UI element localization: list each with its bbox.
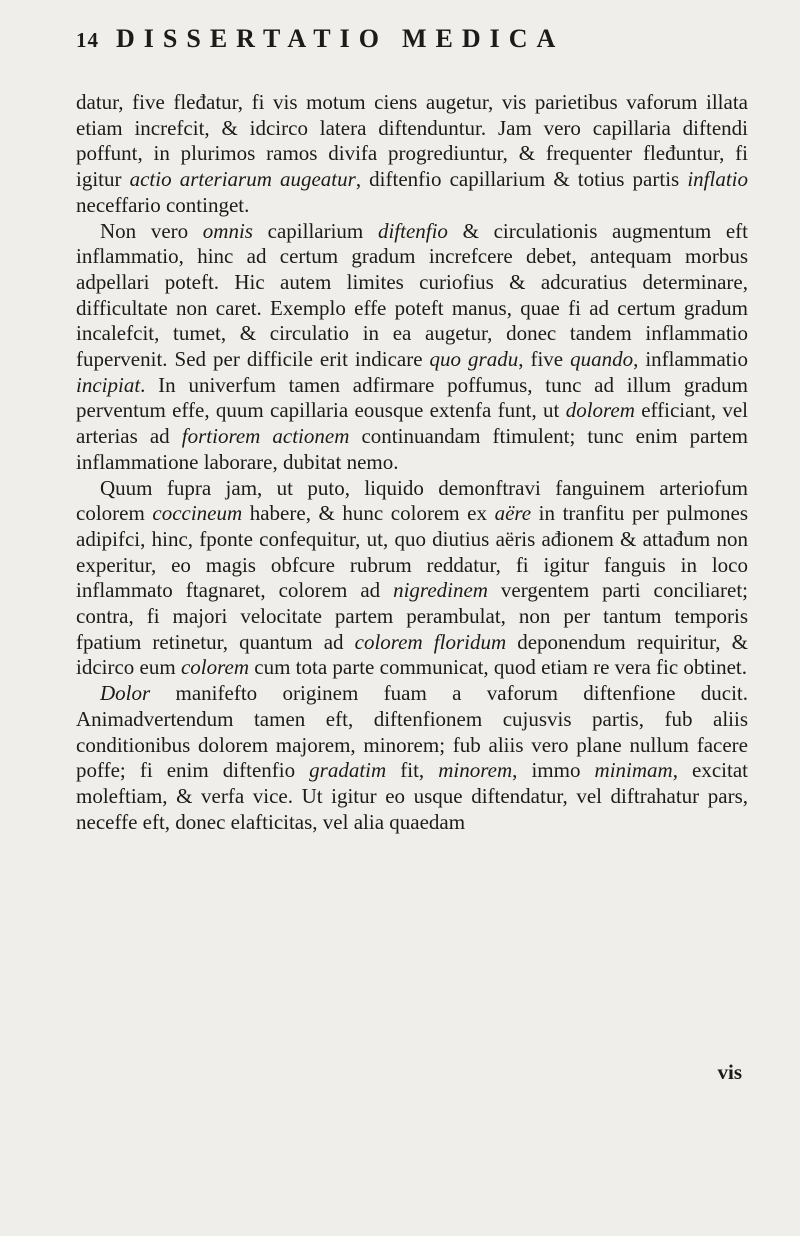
italic-run: Dolor	[100, 681, 151, 706]
running-header	[76, 20, 748, 60]
paragraph	[76, 476, 748, 682]
text-run: habere, & hunc colorem ex	[242, 501, 495, 526]
text-run: capillarium	[252, 218, 378, 243]
text-run: neceffario continget.	[76, 192, 250, 217]
text-run: deponendum requiritur, & idcirco eum	[76, 629, 748, 680]
italic-run: minimam	[594, 758, 673, 783]
italic-run: quando	[570, 347, 634, 372]
italic-run: minorem	[438, 758, 513, 783]
italic-run: quo gradu	[429, 347, 519, 372]
text-run: manifefto originem fuam a vaforum diftenfione ducit. Animadvertendum tamen eft, diftenfionem cujusvis partis, fub aliis conditionibus dolorem majorem, minorem; fub aliis vero plane nullum facere poffe; fi enim diftenfio	[76, 681, 748, 783]
paragraph	[76, 219, 748, 476]
running-title-left: DISSERTATIO	[116, 24, 388, 53]
italic-run: colorem floridum	[354, 629, 507, 654]
text-run: & circulationis augmentum eft inflammatio, hinc ad certum gradum increfcere debet, antequam morbus adpellari poteft. Hic autem limites curiofius & adcuratius determinare, difficultate non caret. Exemplo effe poteft manus, quae fi ad certum gradum incalefcit, tumet, & circulatio in ea augetur, donec tandem inflammatio fupervenit. Sed per difficile erit indicare	[76, 218, 748, 372]
text-run: , inflammatio	[633, 347, 748, 372]
text-run: continuandam ftimulent; tunc enim partem inflammatione laborare, dubitat nemo.	[76, 424, 748, 474]
italic-run: fortiorem actionem	[181, 424, 350, 449]
italic-run: inflatio	[687, 167, 748, 192]
text-run: efficiant, vel arterias ad	[76, 398, 748, 449]
italic-run: aëre	[494, 501, 532, 526]
text-run: . In univerfum tamen adfirmare poffumus, tunc ad illum gradum perventum effe, quum capillaria eousque extenfa funt, ut	[76, 372, 748, 423]
italic-run: actio arteriarum augeatur	[129, 167, 356, 192]
page-number: 14	[76, 28, 99, 52]
paragraph	[76, 90, 748, 219]
running-title-right: MEDICA	[401, 24, 565, 53]
italic-run: incipiat	[76, 372, 141, 397]
text-run: vergentem parti conciliaret; contra, fi majori velocitate partem perambulat, non per tantum temporis fpatium retinetur, quantum ad	[76, 578, 748, 654]
italic-run: colorem	[180, 655, 250, 680]
catchword: vis	[717, 1060, 742, 1084]
text-run: , immo	[512, 758, 595, 783]
paragraph	[76, 681, 748, 835]
italic-run: gradatim	[309, 758, 387, 783]
text-run: fit,	[386, 758, 439, 783]
text-run: in tranfitu per pulmones adipifci, hinc, fponte confequitur, ut, quo diutius aëris ađionem & attađum non experitur, eo magis obfcure rubrum reddatur, fi igitur fanguis in loco inflammato ftagnaret, colorem ad	[76, 501, 748, 603]
text-run: , five	[518, 347, 571, 372]
text-run: cum tota parte communicat, quod etiam re vera fic obtinet.	[249, 655, 747, 680]
body-text	[76, 90, 748, 835]
italic-run: coccineum	[152, 501, 243, 526]
italic-run: nigredinem	[393, 578, 488, 603]
text-run: , excitat moleftiam, & verfa vice. Ut igitur eo usque diftendatur, vel diftrahatur pars, neceffe eft, donec elafticitas, vel alia quaedam	[76, 758, 749, 834]
running-title	[116, 24, 564, 54]
text-run: Non vero	[100, 218, 203, 243]
text-run: Quum fupra jam, ut puto, liquido demonftravi fanguinem arteriofum colorem	[76, 475, 748, 526]
italic-run: diftenfio	[377, 218, 448, 243]
text-run: datur, five fleđatur, fi vis motum ciens augetur, vis parietibus vaforum illata etiam increfcit, & idcirco latera diftenduntur. Jam vero capillaria diftendi poffunt, in plurimos ramos divifa progrediuntur, & frequenter fleđuntur, fi igitur	[76, 90, 748, 192]
text-run: , diftenfio capillarium & totius partis	[355, 167, 688, 192]
italic-run: omnis	[202, 218, 253, 243]
italic-run: dolorem	[565, 398, 635, 423]
